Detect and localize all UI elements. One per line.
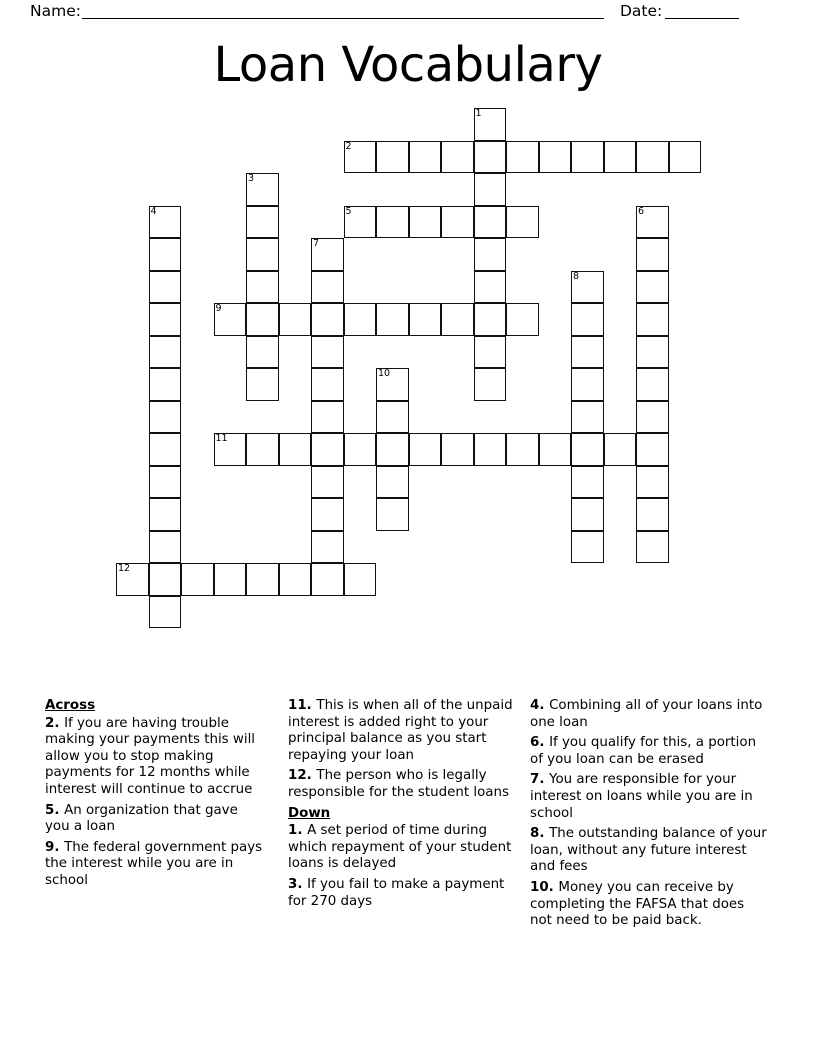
crossword-cell[interactable] — [214, 303, 247, 336]
clue-text: The outstanding balance of your loan, without any future interest and fees — [530, 826, 767, 875]
crossword-cell[interactable] — [311, 563, 344, 596]
crossword-cell[interactable] — [571, 141, 604, 174]
crossword-cell[interactable] — [636, 368, 669, 401]
crossword-cell[interactable] — [441, 206, 474, 239]
clue-text: You are responsible for your interest on loans while you are in school — [530, 772, 753, 821]
crossword-cell[interactable] — [149, 433, 182, 466]
clue-number: 9. — [45, 839, 65, 855]
crossword-cell[interactable] — [246, 206, 279, 239]
crossword-cell[interactable] — [571, 368, 604, 401]
clue-text: Combining all of your loans into one loan — [530, 698, 763, 730]
clue-item — [530, 880, 770, 930]
crossword-cell[interactable] — [441, 141, 474, 174]
clue-column-1 — [45, 698, 263, 894]
crossword-cell[interactable] — [474, 336, 507, 369]
crossword-cell[interactable] — [571, 336, 604, 369]
crossword-cell[interactable] — [376, 141, 409, 174]
clue-column-2 — [288, 698, 513, 914]
crossword-cell[interactable] — [149, 531, 182, 564]
clue-text: If you fail to make a payment for 270 days — [288, 876, 505, 909]
clue-item — [530, 698, 770, 731]
crossword-cell[interactable] — [571, 433, 604, 466]
crossword-cell[interactable] — [441, 433, 474, 466]
crossword-cell[interactable] — [571, 498, 604, 531]
name-label: Name: — [30, 2, 81, 20]
crossword-cell[interactable] — [474, 206, 507, 239]
crossword-cell[interactable] — [571, 466, 604, 499]
crossword-cell[interactable] — [149, 336, 182, 369]
clue-number: 11. — [288, 698, 317, 713]
crossword-cell[interactable] — [409, 303, 442, 336]
crossword-cell[interactable] — [376, 433, 409, 466]
crossword-cell[interactable] — [474, 368, 507, 401]
cell-number: 2 — [345, 140, 352, 152]
crossword-cell[interactable] — [311, 498, 344, 531]
crossword-cell[interactable] — [636, 433, 669, 466]
crossword-cell[interactable] — [246, 563, 279, 596]
crossword-cell[interactable] — [149, 563, 182, 596]
crossword-cell[interactable] — [376, 368, 409, 401]
crossword-cell[interactable] — [311, 271, 344, 304]
clue-text: If you are having trouble making your payments this will allow you to stop making payments for 12 months while interest will continue to accrue — [45, 715, 256, 797]
clue-number: 5. — [45, 802, 65, 818]
crossword-cell[interactable] — [571, 401, 604, 434]
cell-number: 1 — [475, 108, 482, 119]
crossword-cell[interactable] — [539, 433, 572, 466]
crossword-cell[interactable] — [506, 141, 539, 174]
clue-number: 7. — [530, 772, 550, 788]
crossword-cell[interactable] — [376, 206, 409, 239]
crossword-cell[interactable] — [474, 271, 507, 304]
clue-number: 3. — [288, 876, 308, 892]
crossword-cell[interactable] — [246, 271, 279, 304]
crossword-cell[interactable] — [311, 336, 344, 369]
clue-number: 12. — [288, 768, 317, 784]
across-heading: Across — [45, 698, 96, 713]
crossword-cell[interactable] — [474, 303, 507, 336]
clue-item — [530, 826, 770, 876]
crossword-cell[interactable] — [311, 401, 344, 434]
crossword-cell[interactable] — [474, 238, 507, 271]
crossword-cell[interactable] — [636, 401, 669, 434]
clue-text: If you qualify for this, a portion of you loan can be erased — [530, 735, 757, 767]
crossword-cell[interactable] — [149, 303, 182, 336]
clue-item — [530, 735, 770, 768]
crossword-cell[interactable] — [344, 206, 377, 239]
crossword-cell[interactable] — [181, 563, 214, 596]
crossword-cell[interactable] — [474, 108, 507, 141]
crossword-cell[interactable] — [474, 141, 507, 174]
crossword-cell[interactable] — [311, 303, 344, 336]
cell-number: 3 — [248, 173, 255, 184]
crossword-cell[interactable] — [409, 433, 442, 466]
date-label: Date: — [620, 2, 663, 20]
crossword-cell[interactable] — [571, 531, 604, 564]
crossword-cell[interactable] — [571, 303, 604, 336]
crossword-cell[interactable] — [246, 303, 279, 336]
clue-text: An organization that gave you a loan — [45, 802, 238, 835]
page-title: Loan Vocabulary — [213, 37, 603, 93]
crossword-cell[interactable] — [246, 173, 279, 206]
crossword-cell[interactable] — [149, 368, 182, 401]
crossword-cell[interactable] — [311, 466, 344, 499]
crossword-cell[interactable] — [344, 563, 377, 596]
clue-text: This is when all of the unpaid interest is added right to your principal balance as you start repaying your loan — [288, 698, 513, 763]
clue-text: Money you can receive by completing the FAFSA that does not need to be paid back. — [530, 879, 745, 929]
crossword-cell[interactable] — [376, 498, 409, 531]
crossword-cell[interactable] — [636, 531, 669, 564]
crossword-cell[interactable] — [376, 303, 409, 336]
crossword-cell[interactable] — [636, 303, 669, 336]
cell-number: 7 — [313, 238, 320, 249]
crossword-cell[interactable] — [376, 401, 409, 434]
clue-text: The person who is legally responsible for the student loans — [288, 768, 509, 800]
crossword-cell[interactable] — [311, 531, 344, 564]
crossword-cell[interactable] — [506, 433, 539, 466]
crossword-cell[interactable] — [409, 141, 442, 174]
crossword-cell[interactable] — [636, 141, 669, 174]
crossword-cell[interactable] — [149, 596, 182, 629]
clue-number: 1. — [288, 823, 308, 839]
crossword-cell[interactable] — [116, 563, 149, 596]
cell-number: 11 — [215, 433, 228, 444]
crossword-cell[interactable] — [311, 368, 344, 401]
cell-number: 10 — [378, 368, 391, 379]
clue-text: A set period of time during which repayment of your student loans is delayed — [288, 823, 512, 872]
crossword-cell[interactable] — [474, 433, 507, 466]
clue-item — [288, 877, 513, 910]
cell-number: 4 — [150, 205, 157, 217]
cell-number: 9 — [215, 303, 222, 314]
crossword-cell[interactable] — [636, 498, 669, 531]
clue-text: The federal government pays the interest while you are in school — [45, 839, 263, 888]
clue-item — [530, 772, 770, 822]
crossword-cell[interactable] — [409, 206, 442, 239]
clue-item — [45, 803, 263, 836]
crossword-cell[interactable] — [604, 141, 637, 174]
crossword-cell[interactable] — [279, 563, 312, 596]
crossword-cell[interactable] — [474, 173, 507, 206]
crossword-cell[interactable] — [571, 271, 604, 304]
crossword-cell[interactable] — [441, 303, 474, 336]
clue-column-3 — [530, 698, 770, 934]
crossword-cell[interactable] — [506, 303, 539, 336]
crossword-cell[interactable] — [149, 401, 182, 434]
crossword-cell[interactable] — [344, 141, 377, 174]
crossword-cell[interactable] — [279, 433, 312, 466]
clue-number: 8. — [530, 826, 550, 842]
clue-item — [288, 768, 513, 801]
down-heading: Down — [288, 805, 331, 821]
clue-list — [0, 698, 816, 968]
crossword-cell[interactable] — [376, 466, 409, 499]
crossword-cell[interactable] — [246, 238, 279, 271]
crossword-cell[interactable] — [214, 433, 247, 466]
crossword-cell[interactable] — [344, 433, 377, 466]
crossword-cell[interactable] — [311, 433, 344, 466]
clue-number: 4. — [530, 698, 550, 713]
crossword-cell[interactable] — [149, 498, 182, 531]
crossword-cell[interactable] — [149, 271, 182, 304]
cell-number: 12 — [118, 563, 131, 574]
clue-number: 2. — [45, 715, 65, 731]
crossword-cell[interactable] — [539, 141, 572, 174]
crossword-cell[interactable] — [636, 238, 669, 271]
clue-number: 10. — [530, 879, 559, 895]
crossword-cell[interactable] — [246, 336, 279, 369]
crossword-cell[interactable] — [636, 336, 669, 369]
crossword-cell[interactable] — [344, 303, 377, 336]
clue-number: 6. — [530, 735, 550, 751]
crossword-cell[interactable] — [669, 141, 702, 174]
cell-number: 8 — [573, 270, 580, 282]
crossword-cell[interactable] — [279, 303, 312, 336]
crossword-cell[interactable] — [214, 563, 247, 596]
clue-item — [45, 840, 263, 890]
crossword-cell[interactable] — [311, 238, 344, 271]
clue-item — [288, 698, 513, 764]
crossword-cell[interactable] — [149, 238, 182, 271]
crossword-cell[interactable] — [246, 368, 279, 401]
clue-item — [45, 716, 263, 799]
crossword-cell[interactable] — [149, 466, 182, 499]
crossword-cell[interactable] — [636, 271, 669, 304]
clue-item — [288, 823, 513, 873]
crossword-cell[interactable] — [506, 206, 539, 239]
crossword-cell[interactable] — [636, 206, 669, 239]
crossword-cell[interactable] — [149, 206, 182, 239]
crossword-cell[interactable] — [246, 433, 279, 466]
cell-number: 5 — [345, 205, 352, 217]
crossword-cell[interactable] — [604, 433, 637, 466]
cell-number: 6 — [638, 205, 645, 217]
crossword-cell[interactable] — [636, 466, 669, 499]
